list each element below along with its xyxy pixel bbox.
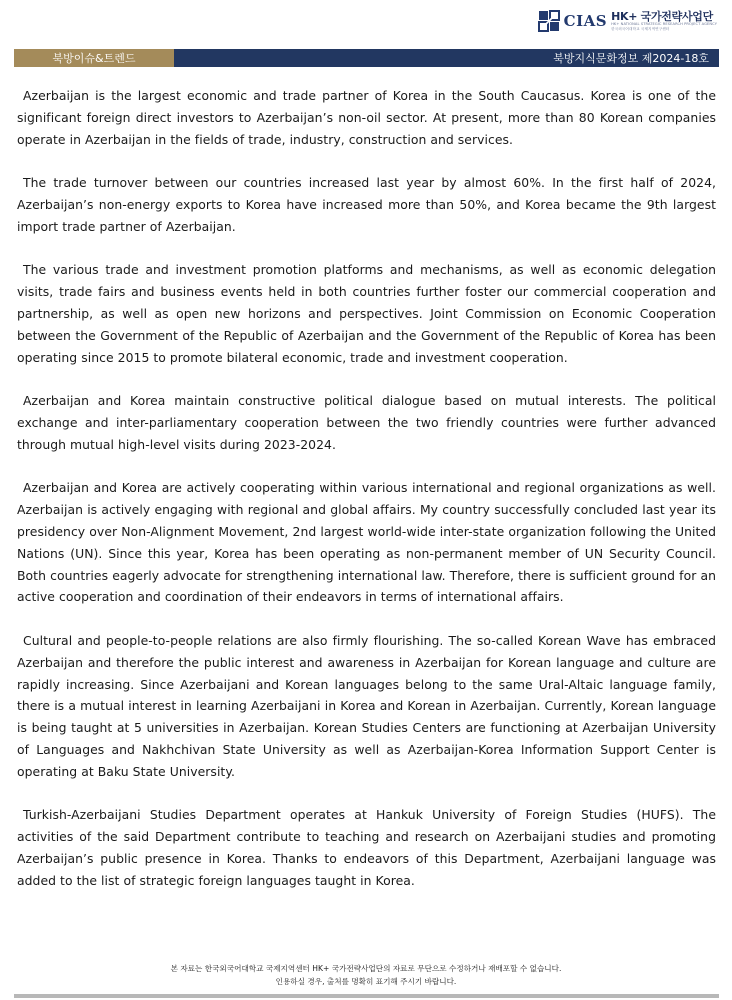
cias-logo (538, 10, 717, 32)
org-sub-en: HK+ NATIONAL STRATEGIC RESEARCH PROJECT AGENCY (611, 21, 717, 26)
logo-text: CIAS (563, 12, 608, 30)
org-name: HK+ 국가전략사업단 (611, 9, 713, 23)
paragraph-4: Azerbaijan and Korea maintain constructive political dialogue based on mutual interests. The political exchange and inter-parliamentary cooperation between the two friendly countries were further advanced through mutual high-level visits during 2023-2024. (17, 393, 716, 452)
header-bar (14, 49, 719, 67)
copyright-line-2: 인용하실 경우, 출처를 명확히 표기해 주시기 바랍니다. (275, 977, 457, 986)
issue-label: 북방지식문화정보 제2024-18호 (174, 49, 719, 67)
paragraph-5: Azerbaijan and Korea are actively cooperating within various international and regional organizations as well. Azerbaijan is actively engaging with regional and global affairs. My country successfully concluded last year its presidency over Non-Alignment Movement, 2nd largest world-wide inter-state organization following the United Nations (UN). Since this year, Korea has been operating as non-permanent member of UN Security Council. Both countries eagerly advocate for strengthening international law. Therefore, there is sufficient ground for an active cooperation and coordination of their endeavors in terms of international affairs. (17, 480, 716, 605)
logo-org (611, 11, 717, 31)
bottom-divider (14, 994, 719, 998)
paragraph-1: Azerbaijan is the largest economic and trade partner of Korea in the South Caucasus. Korea is one of the significant foreign direct investors to Azerbaijan’s non-oil sector. At present, more than 80 Korean companies operate in Azerbaijan in the fields of trade, industry, construction and services. (17, 88, 716, 147)
paragraph-7: Turkish-Azerbaijani Studies Department operates at Hankuk University of Foreign Studies (HUFS). The activities of the said Department contribute to teaching and research on Azerbaijani studies and promoting Azerbaijan’s public presence in Korea. Thanks to endeavors of this Department, Azerbaijani language was added to the list of strategic foreign languages taught in Korea. (17, 807, 716, 888)
paragraph-2: The trade turnover between our countries increased last year by almost 60%. In the first half of 2024, Azerbaijan’s non-energy exports to Korea have increased more than 50%, and Korea became the 9th largest import trade partner of Azerbaijan. (17, 175, 716, 234)
section-label: 북방이슈&트렌드 (14, 49, 174, 67)
org-sub-kr: 한국외국어대학교 국제지역연구센터 (611, 26, 670, 31)
article-body (17, 85, 716, 913)
copyright-notice (0, 962, 732, 988)
cias-emblem-icon (538, 10, 560, 32)
paragraph-3: The various trade and investment promotion platforms and mechanisms, as well as economic delegation visits, trade fairs and business events held in both countries further foster our commercial cooperation and partnership, as well as open new horizons and perspectives. Joint Commission on Economic Cooperation between the Government of the Republic of Azerbaijan and the Government of the Republic of Korea has been operating since 2015 to promote bilateral economic, trade and investment cooperation. (17, 262, 716, 365)
copyright-line-1: 본 자료는 한국외국어대학교 국제지역센터 HK+ 국가전략사업단의 자료로 무단으로 수정하거나 재배포할 수 없습니다. (170, 964, 562, 973)
paragraph-6: Cultural and people-to-people relations are also firmly flourishing. The so-called Korean Wave has embraced Azerbaijan and therefore the public interest and awareness in Azerbaijan for Korean language and culture are rapidly increasing. Since Azerbaijani and Korean languages belong to the same Ural-Altaic language family, there is a mutual interest in learning Azerbaijani in Korea and Korean in Azerbaijan. Currently, Korean language is being taught at 5 universities in Azerbaijan. Korean Studies Centers are functioning at Azerbaijan University of Languages and Nakhchivan State University as well as Azerbaijan-Korea Information Support Center is operating at Baku State University. (17, 632, 716, 779)
